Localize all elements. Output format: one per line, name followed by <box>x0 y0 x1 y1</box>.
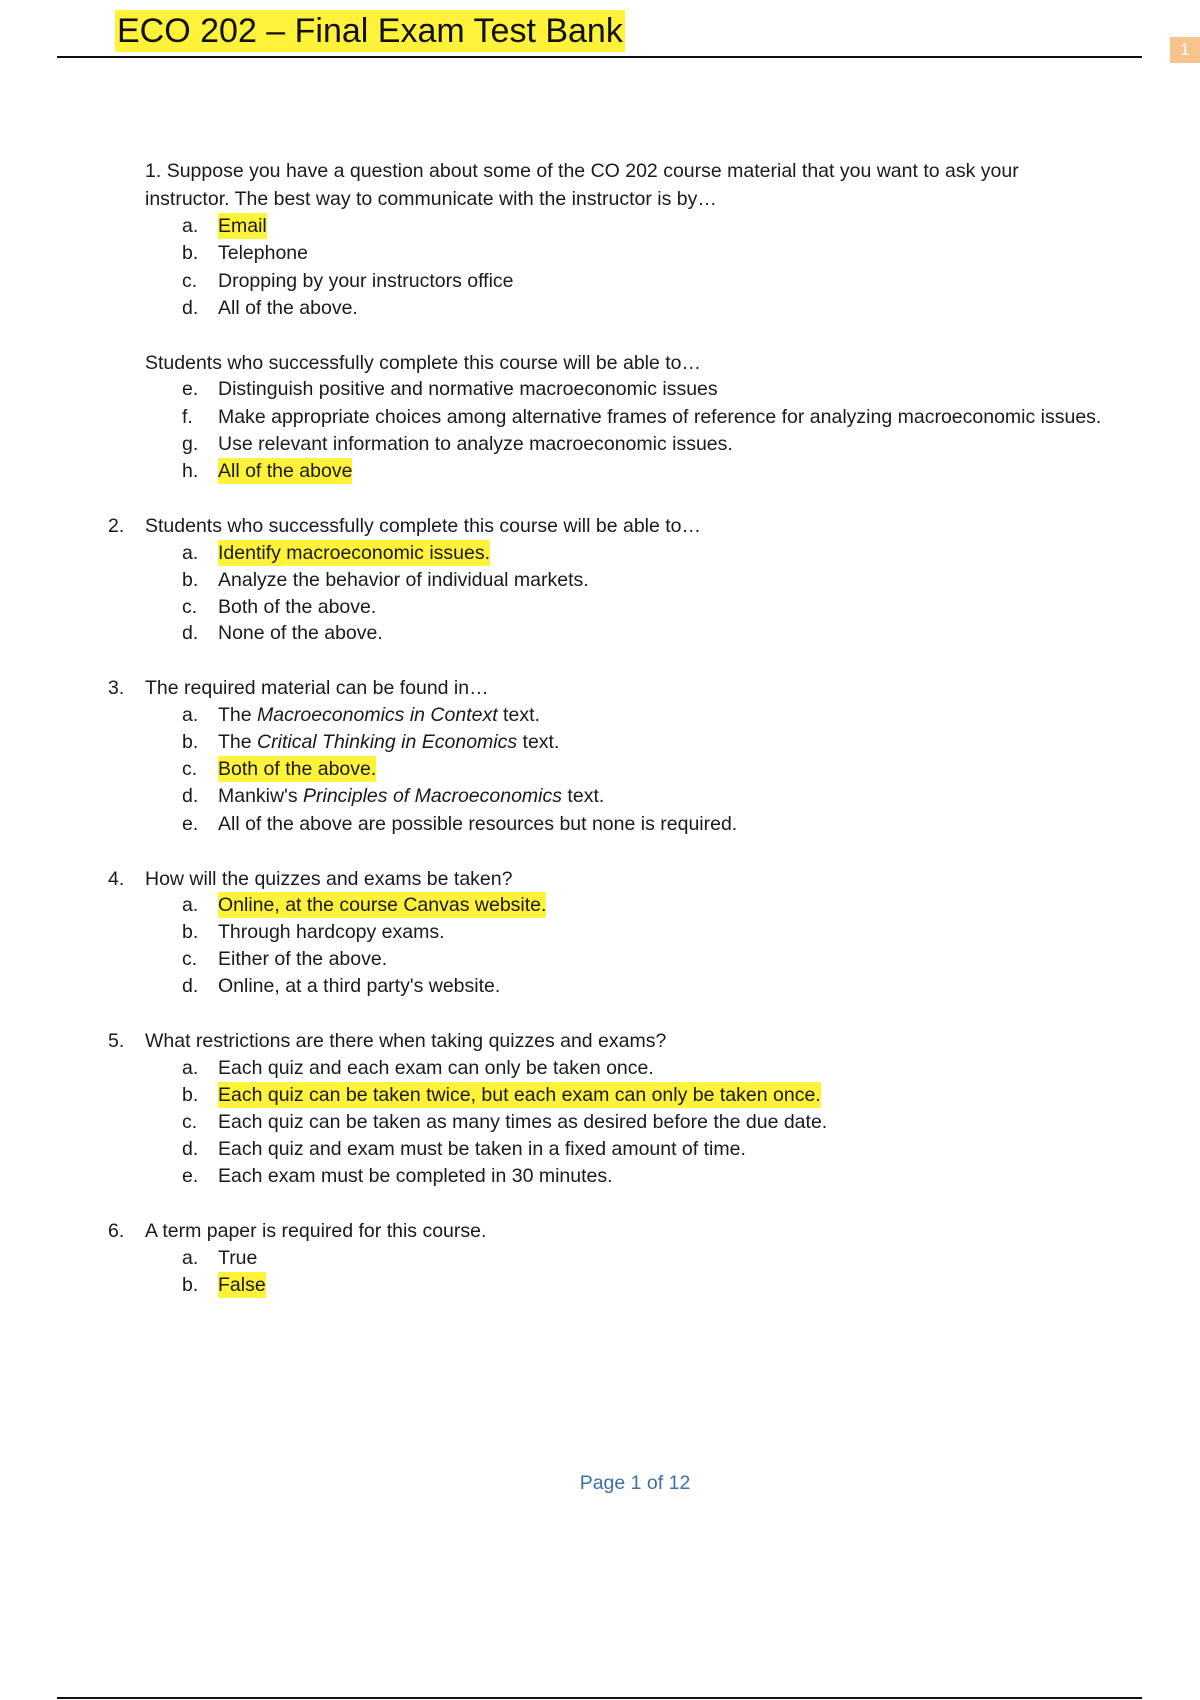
option-letter: c. <box>182 948 198 970</box>
option-letter: d. <box>182 975 199 997</box>
option-text: All of the above are possible resources but none is required. <box>218 813 738 835</box>
option-letter: e. <box>182 813 199 835</box>
question-text: What restrictions are there when taking quizzes and exams? <box>145 1030 667 1052</box>
option-text: Each quiz and exam must be taken in a fixed amount of time. <box>218 1138 746 1160</box>
option-text-part: The <box>218 731 258 753</box>
option-text <box>218 783 604 809</box>
option-letter: f. <box>182 406 193 428</box>
book-title: Macroeconomics in Context <box>257 704 498 726</box>
option-letter: b. <box>182 921 199 943</box>
option-letter: c. <box>182 758 198 780</box>
option-letter: a. <box>182 1247 199 1269</box>
option-letter: a. <box>182 542 199 564</box>
option-letter: b. <box>182 1274 199 1296</box>
question-text: A term paper is required for this course. <box>145 1220 487 1242</box>
intro-text-label: Students who successfully complete this course will be able to… <box>145 352 702 374</box>
page-number-tab: 1 <box>1170 37 1200 63</box>
option-letter: d. <box>182 1138 199 1160</box>
option-text: Telephone <box>218 242 308 264</box>
option-text: Both of the above. <box>218 596 377 618</box>
option-text: None of the above. <box>218 622 383 644</box>
option-letter: a. <box>182 704 199 726</box>
intro-text <box>145 350 701 376</box>
option-letter: h. <box>182 460 199 482</box>
page-title: ECO 202 – Final Exam Test Bank <box>117 12 623 50</box>
option-text: Each quiz can be taken as many times as desired before the due date. <box>218 1111 828 1133</box>
option-letter: b. <box>182 1084 199 1106</box>
option-text-part: text. <box>517 731 560 753</box>
option-text-part: Mankiw's <box>218 785 303 807</box>
option-letter: a. <box>182 1057 199 1079</box>
page-footer: Page 1 of 12 <box>579 1472 691 1494</box>
option-text: Email <box>218 215 267 237</box>
option-text <box>218 702 540 728</box>
option-letter: e. <box>182 1165 199 1187</box>
option-text: Identify macroeconomic issues. <box>218 542 491 564</box>
book-title: Principles of Macroeconomics <box>303 785 563 807</box>
option-text: Each exam must be completed in 30 minutes. <box>218 1165 613 1187</box>
option-letter: c. <box>182 1111 198 1133</box>
question-number: 6. <box>108 1220 125 1242</box>
option-text <box>218 729 559 755</box>
option-letter: b. <box>182 731 199 753</box>
option-letter: g. <box>182 433 199 455</box>
question-text: Suppose you have a question about some of the CO 202 course material that you want to ask your instructor. The best way to communicate with the instructor is by… <box>145 160 1019 210</box>
option-text: All of the above <box>218 460 353 482</box>
option-letter: d. <box>182 297 199 319</box>
question-text: The required material can be found in… <box>145 677 489 699</box>
question-number: 4. <box>108 868 125 890</box>
option-letter: a. <box>182 215 199 237</box>
option-letter: b. <box>182 569 199 591</box>
option-letter: d. <box>182 785 199 807</box>
option-text: Either of the above. <box>218 948 388 970</box>
option-text: Make appropriate choices among alternative frames of reference for analyzing macroeconomic issues. <box>218 406 1102 428</box>
option-text-part: text. <box>562 785 605 807</box>
option-letter: e. <box>182 378 199 400</box>
option-text-part: The <box>218 704 258 726</box>
question-number: 3. <box>108 677 125 699</box>
option-text: Each quiz and each exam can only be taken once. <box>218 1057 654 1079</box>
bottom-divider <box>57 1697 1142 1699</box>
option-text: Online, at a third party's website. <box>218 975 501 997</box>
question-1 <box>145 157 1065 213</box>
option-text: Through hardcopy exams. <box>218 921 445 943</box>
book-title: Critical Thinking in Economics <box>257 731 518 753</box>
option-text: Online, at the course Canvas website. <box>218 894 547 916</box>
option-letter: a. <box>182 894 199 916</box>
option-letter: c. <box>182 270 198 292</box>
question-number: 2. <box>108 515 125 537</box>
option-text: Each quiz can be taken twice, but each exam can only be taken once. <box>218 1084 821 1106</box>
question-text: How will the quizzes and exams be taken? <box>145 868 513 890</box>
option-letter: b. <box>182 242 199 264</box>
option-text: Both of the above. <box>218 758 377 780</box>
option-text: Analyze the behavior of individual markets. <box>218 569 589 591</box>
option-text: Distinguish positive and normative macroeconomic issues <box>218 378 718 400</box>
option-text: Dropping by your instructors office <box>218 270 514 292</box>
option-letter: d. <box>182 622 199 644</box>
option-letter: c. <box>182 596 198 618</box>
option-text: Use relevant information to analyze macroeconomic issues. <box>218 433 733 455</box>
option-text: True <box>218 1247 258 1269</box>
question-text: Students who successfully complete this course will be able to… <box>145 515 702 537</box>
question-number: 1. <box>145 160 162 182</box>
header-divider <box>57 56 1142 58</box>
question-number: 5. <box>108 1030 125 1052</box>
option-text: False <box>218 1274 266 1296</box>
option-text: All of the above. <box>218 297 358 319</box>
option-text-part: text. <box>497 704 540 726</box>
